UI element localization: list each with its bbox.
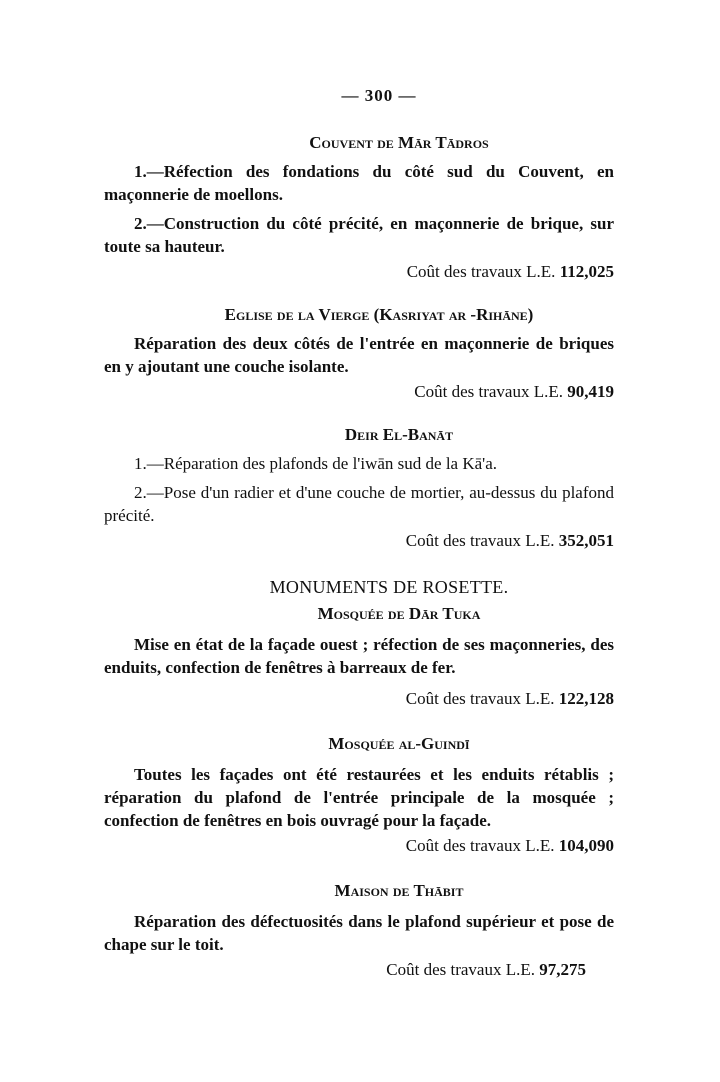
section-heading: Maison de Thābit	[334, 881, 464, 900]
document-page	[104, 86, 614, 982]
cost-value: 122,128	[558, 689, 614, 708]
paragraph: Réparation des défectuosités dans le plafond supérieur et pose de chape sur le toit.	[104, 912, 614, 954]
paragraph: Mise en état de la façade ouest ; réfection de ses maçonneries, des enduits, confection de fenêtres à barreaux de fer.	[104, 635, 614, 677]
paragraph: 2.—Pose d'un radier et d'une couche de mortier, au-dessus du plafond précité.	[104, 483, 614, 525]
section-mosquee-al-guindi	[104, 733, 614, 858]
cost-line	[104, 380, 614, 404]
paragraph: 1.—Réparation des plafonds de l'iwān sud de la Kā'a.	[134, 454, 498, 473]
section-couvent-mar-tadros	[104, 132, 614, 284]
paragraph: Réparation des deux côtés de l'entrée en maçonnerie de briques en y ajoutant une couche isolante.	[104, 334, 614, 376]
section-eglise-de-la-vierge	[104, 304, 614, 404]
cost-label: Coût des travaux L.E.	[414, 382, 563, 401]
section-mosquee-dar-tuka	[104, 603, 614, 711]
cost-value: 90,419	[567, 382, 614, 401]
cost-line	[104, 529, 614, 553]
cost-value: 97,275	[539, 960, 586, 979]
section-heading: Eglise de la Vierge (Kasriyat ar -Rihāne)	[224, 305, 534, 324]
section-maison-de-thabit	[104, 880, 614, 982]
page-number: — 300 —	[341, 86, 417, 105]
section-heading: Couvent de Mār Tādros	[309, 133, 489, 152]
paragraph: 2.—Construction du côté précité, en maçonnerie de brique, sur toute sa hauteur.	[104, 214, 614, 256]
cost-label: Coût des travaux L.E.	[405, 836, 555, 855]
cost-label: Coût des travaux L.E.	[406, 262, 556, 281]
cost-line	[104, 958, 586, 982]
cost-line	[104, 260, 614, 284]
group-heading: MONUMENTS DE ROSETTE.	[269, 577, 509, 597]
cost-label: Coût des travaux L.E.	[405, 689, 555, 708]
cost-line	[104, 834, 614, 858]
cost-value: 352,051	[558, 531, 614, 550]
section-heading: Mosquée de Dār Tuka	[317, 604, 481, 623]
cost-value: 104,090	[558, 836, 614, 855]
section-heading: Deir El-Banāt	[344, 425, 454, 444]
cost-label: Coût des travaux L.E.	[405, 531, 555, 550]
cost-line	[104, 687, 614, 711]
paragraph: Toutes les façades ont été restaurées et les enduits rétablis ; réparation du plafond de l'entrée principale de la mosquée ; confection de fenêtres en bois ouvragé pour la façade.	[104, 765, 614, 830]
cost-label: Coût des travaux L.E.	[386, 960, 535, 979]
section-heading: Mosquée al-Guindī	[328, 734, 470, 753]
section-deir-el-banat	[104, 424, 614, 553]
paragraph: 1.—Réfection des fondations du côté sud du Couvent, en maçonnerie de moellons.	[104, 162, 614, 204]
cost-value: 112,025	[559, 262, 614, 281]
